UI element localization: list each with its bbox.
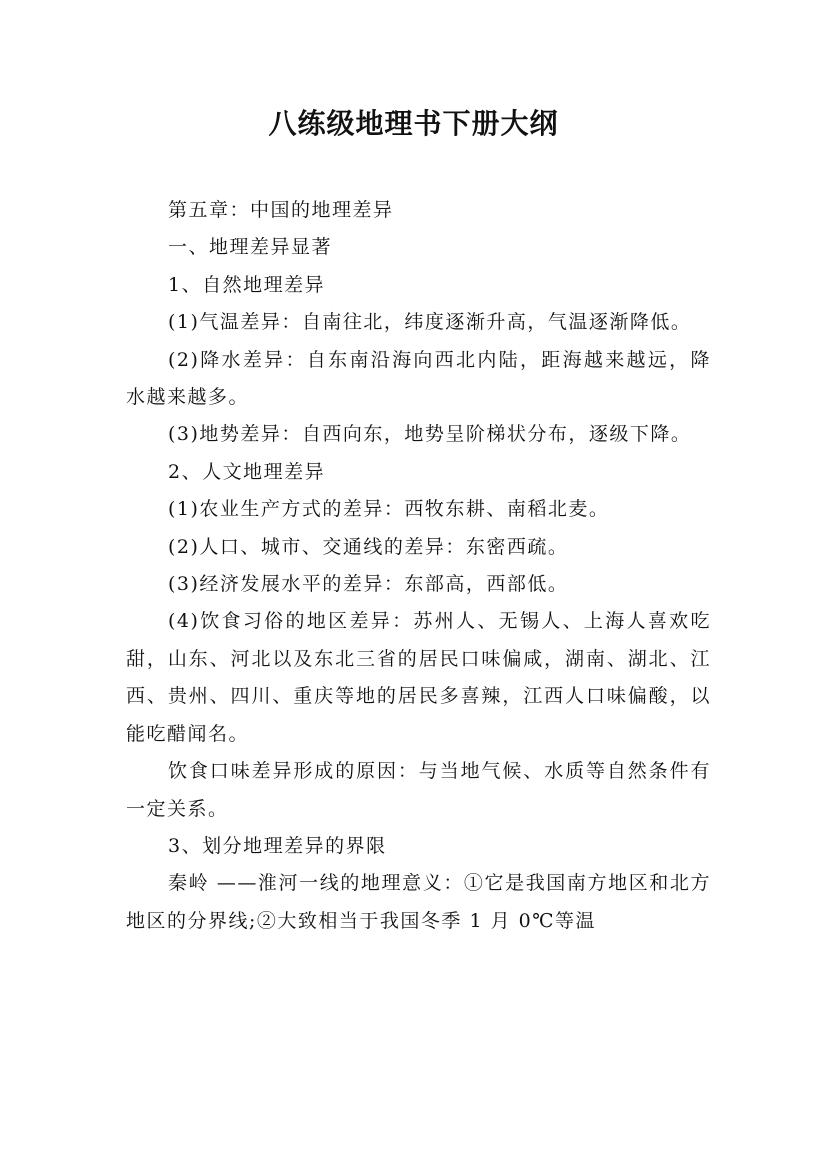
paragraph-precipitation: (2)降水差异：自东南沿海向西北内陆，距海越来越远，降水越来越多。 [126, 348, 711, 409]
paragraph-food-customs: (4)饮食习俗的地区差异：苏州人、无锡人、上海人喜欢吃甜，山东、河北以及东北三省的居民口味偏咸，湖南、湖北、江西、贵州、四川、重庆等地的居民多喜辣，江西人口味偏酸，以能吃醋闻名。 [126, 610, 711, 745]
subsection-heading: 3、划分地理差异的界限 [168, 834, 387, 857]
subsection-heading: 1、自然地理差异 [168, 273, 326, 296]
paragraph-temperature: (1)气温差异：自南往北，纬度逐渐升高，气温逐渐降低。 [168, 311, 692, 334]
subsection-heading: 2、人文地理差异 [168, 460, 326, 483]
paragraph-qinling-huaihe: 秦岭 ——淮河一线的地理意义：①它是我国南方地区和北方地区的分界线;②大致相当于我国冬季 1 月 0℃等温 [126, 872, 711, 932]
paragraph-food-reasons: 饮食口味差异形成的原因：与当地气候、水质等自然条件有一定关系。 [126, 760, 711, 820]
paragraph-economy: (3)经济发展水平的差异：东部高，西部低。 [168, 573, 569, 596]
paragraph-population: (2)人口、城市、交通线的差异：东密西疏。 [168, 535, 569, 558]
document-body [126, 192, 711, 940]
document-title: 八练级地理书下册大纲 [268, 107, 559, 140]
paragraph-terrain: (3)地势差异：自西向东，地势呈阶梯状分布，逐级下降。 [168, 423, 692, 446]
paragraph-agriculture: (1)农业生产方式的差异：西牧东耕、南稻北麦。 [168, 498, 610, 521]
section-heading: 一、地理差异显著 [168, 236, 333, 259]
chapter-heading: 第五章：中国的地理差异 [168, 199, 394, 221]
